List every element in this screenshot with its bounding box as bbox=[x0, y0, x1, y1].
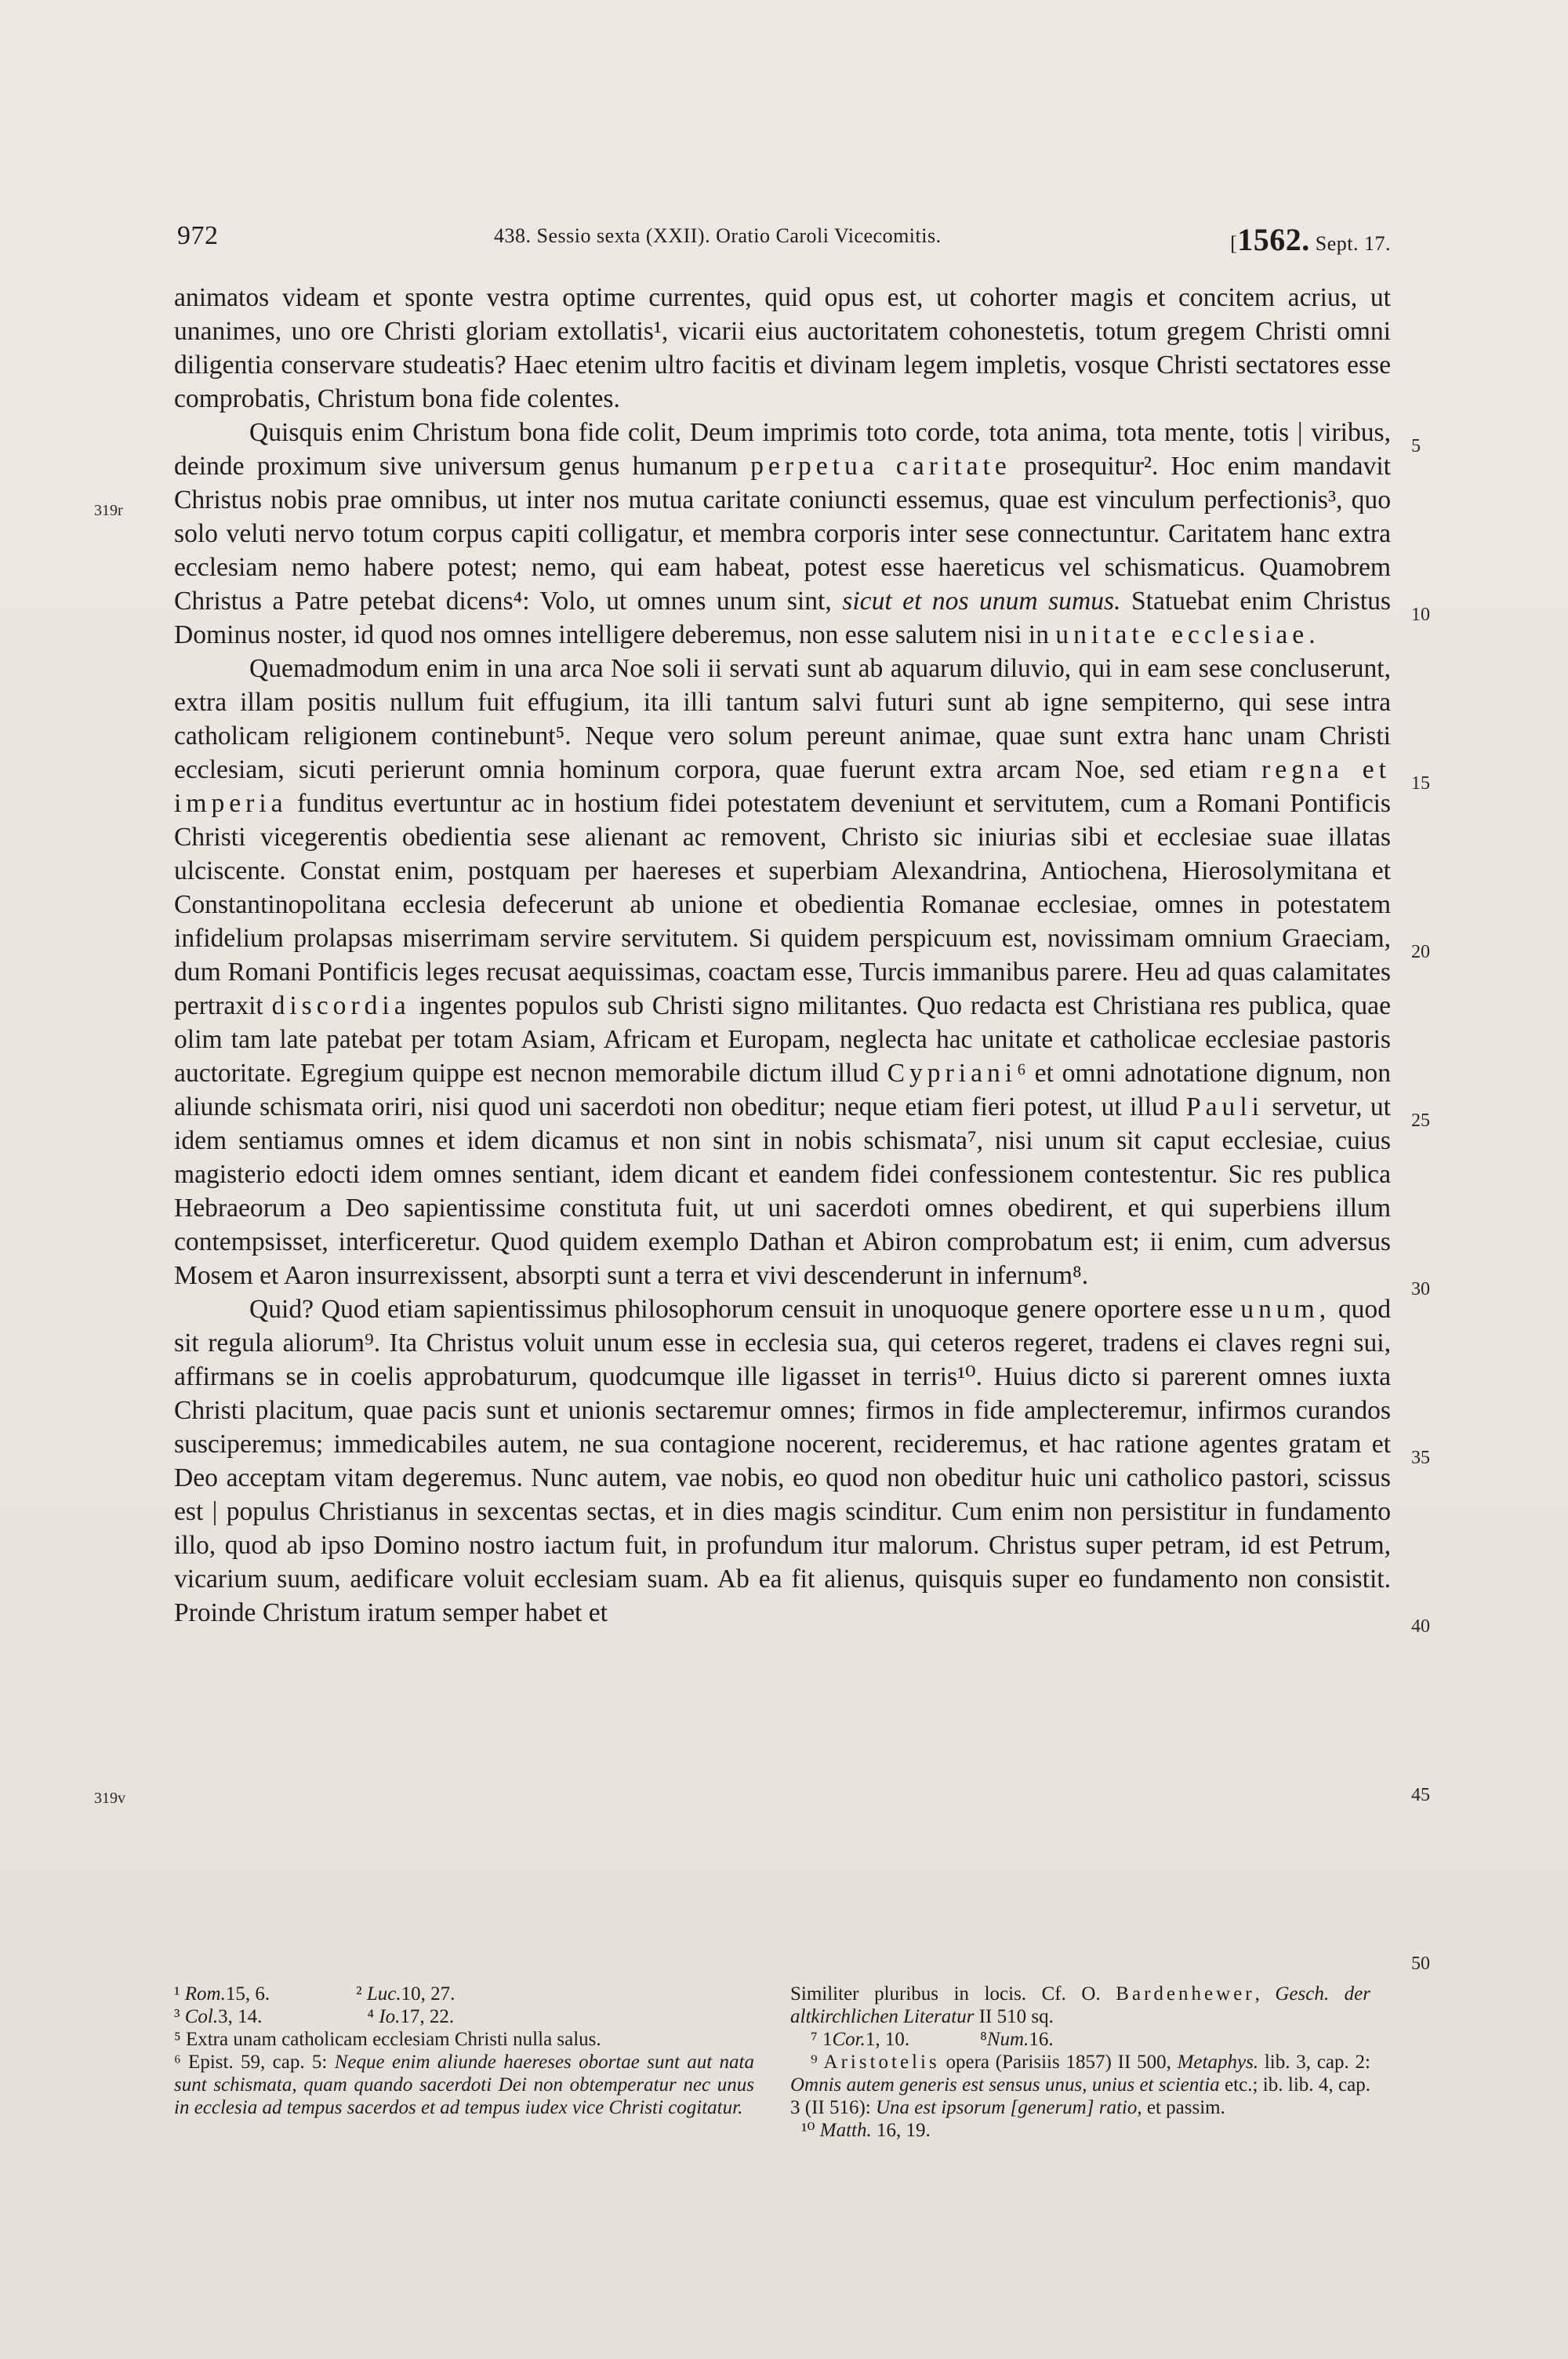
footnote-title: Metaphys. bbox=[1177, 2052, 1259, 2073]
footnote-number: ¹ bbox=[174, 1983, 180, 2005]
line-number: 25 bbox=[1411, 1110, 1430, 1131]
footnote-text: opera (Parisiis 1857) II 500, bbox=[939, 2052, 1178, 2073]
header-date bbox=[1230, 221, 1391, 258]
text-run: Quemadmodum enim in una arca Noe soli ii servati sunt ab aquarum diluvio, qui in eam sese concluserunt, extra illam positis nullum fuit effugium, ita illi tantum salvi futuri sunt ab igne sempiterno, qui sese intra catholicam religionem continebunt⁵. Neque vero solum pereunt animae, quae sunt extra hanc unam Christi ecclesiam, sicuti perierunt omnia hominum corpora, quae fuerunt extra arcam Noe, sed etiam bbox=[174, 654, 1391, 784]
footnote bbox=[356, 1983, 455, 2005]
footnote-loc: 10, 27. bbox=[401, 1983, 456, 2005]
text-run: prosequitur². Hoc enim mandavit Christus nobis prae omnibus, ut inter nos mutua caritate coniuncti essemus, quae est vinculum perfectionis³, quo solo veluti nervo totum corpus capiti colligatur, et membra corporis inter sese connectuntur. Caritatem hanc extra ecclesiam nemo habere potest; nemo, qui eam habeat, potest esse haereticus vel schismaticus. Quamobrem Christus a Patre petebat dicens⁴: Volo, ut omnes unum sint, bbox=[174, 452, 1391, 616]
date-bracket: [ bbox=[1230, 232, 1238, 255]
footnote-loc: 16, 19. bbox=[871, 2120, 931, 2141]
line-number: 5 bbox=[1411, 436, 1421, 456]
footnote bbox=[980, 2028, 1053, 2051]
footnote-text: ⁹ bbox=[811, 2052, 824, 2073]
text-run: ⁶ et omni adnotatione dignum, non aliunde schismata oriri, nisi quod uni sacerdoti non obeditur; neque etiam fieri potest, ut illud bbox=[174, 1059, 1391, 1121]
footnote bbox=[811, 2028, 909, 2051]
footnote-text: et passim. bbox=[1142, 2097, 1225, 2118]
paragraph bbox=[174, 416, 1391, 652]
line-number: 30 bbox=[1411, 1279, 1430, 1299]
text-run: ingentes populos sub Christi signo militantes. Quo redacta est Christiana res publica, quae olim tam late patebat per totam Asiam, Africam et Europam, neglecta hac unitate et catholicae ecclesiae pastoris auctoritate. Egregium quippe est necnon memorabile dictum illud bbox=[174, 991, 1391, 1088]
running-title: 438. Sessio sexta (XXII). Oratio Caroli Vicecomitis. bbox=[494, 224, 942, 247]
footnote bbox=[174, 2051, 754, 2119]
footnote-row bbox=[174, 1983, 754, 2005]
text-run: Quisquis enim Christum bona fide colit, Deum imprimis toto corde, tota anima, tota mente, totis | viribus, deinde proximum sive universum genus humanum bbox=[174, 418, 1391, 481]
spaced-emphasis: regna et imperia bbox=[174, 755, 1391, 818]
footnote-text: lib. 3, cap. 2: bbox=[1258, 2052, 1370, 2073]
footnote-loc: 1, 10. bbox=[865, 2029, 910, 2050]
footnote-number: ⁴ bbox=[367, 2006, 375, 2027]
footnote: ⁵ Extra unam catholicam ecclesiam Christi nulla salus. bbox=[174, 2029, 601, 2050]
footnotes bbox=[174, 1983, 1391, 2218]
spaced-emphasis: perpetua caritate bbox=[750, 452, 1011, 481]
footnote-text: etc.; ib. lib. 4, cap. 3 (II 516): bbox=[790, 2074, 1370, 2118]
footnote-ref: Col. bbox=[184, 2006, 219, 2027]
footnote bbox=[790, 1983, 1370, 2028]
footnote-number: ³ bbox=[174, 2006, 180, 2027]
footnote-quote: Una est ipsorum [generum] ratio, bbox=[876, 2097, 1142, 2118]
page-number: 972 bbox=[177, 221, 219, 250]
spaced-emphasis: unum, bbox=[1240, 1295, 1331, 1324]
footnote-title: Gesch. der altkirchlichen Literatur bbox=[790, 1983, 1370, 2027]
line-number: 45 bbox=[1411, 1785, 1430, 1805]
spaced-name: Aristotelis bbox=[823, 2052, 940, 2073]
footnote-loc: 15, 6. bbox=[225, 1983, 270, 2005]
footnote-text: , bbox=[1254, 1983, 1276, 2005]
spaced-name: Bardenhewer bbox=[1116, 1983, 1255, 2005]
footnote-loc: 17, 22. bbox=[400, 2006, 455, 2027]
footnote bbox=[790, 2119, 1370, 2142]
spaced-emphasis: Cypriani bbox=[887, 1059, 1018, 1088]
footnote-ref: Io. bbox=[379, 2006, 401, 2027]
footnote-row bbox=[790, 2028, 1370, 2051]
line-number: 50 bbox=[1411, 1954, 1430, 1974]
footnote-text: ¹⁰ bbox=[801, 2120, 820, 2141]
footnote-text: ⁶ Epist. 59, cap. 5: bbox=[174, 2052, 335, 2073]
footnote-quote: Omnis autem generis est sensus unus, unius et scientia bbox=[790, 2074, 1220, 2095]
footnote bbox=[367, 2005, 454, 2028]
footnote bbox=[174, 1983, 270, 2005]
margin-folio-ref: 319r bbox=[94, 502, 123, 519]
spaced-emphasis: discordia bbox=[271, 991, 411, 1020]
header-year: 1562. bbox=[1237, 222, 1310, 257]
paragraph bbox=[174, 652, 1391, 1292]
footnote-loc: 16. bbox=[1029, 2029, 1054, 2050]
margin-folio-ref: 319v bbox=[94, 1790, 125, 1807]
line-number: 20 bbox=[1411, 942, 1430, 962]
text-run: quod sit regula aliorum⁹. Ita Christus voluit unum esse in ecclesia sua, qui ceteros regeret, tradens ei claves regni sui, affirmans se in coelis approbaturum, quodcumque ille ligasset in terris¹⁰. Huius dicto si parerent omnes iuxta Christi placitum, quae pacis sunt et unionis sectaremur omnes; firmos in fide amplecteremur, infirmos curandos susciperemus; immedicabiles autem, ne sua contagione nocerent, recideremus, et hac ratione agentes gratam et Deo acceptam vitam degeremus. Nunc autem, vae nobis, eo quod non obeditur huic uni catholico pastori, scissus est | populus Christianus in sexcentas sectas, et in dies magis scinditur. Cum enim non persistitur in fundamento illo, quod ab ipso Domino nostro iactum fuit, in profundum itur malorum. Christus super petram, id est Petrum, vicarium suum, aedificare voluit ecclesiam suam. Ab ea fit alienus, quisquis super eo fundamento non consistit. Proinde Christum iratum semper habet et bbox=[174, 1295, 1391, 1627]
footnote-column-right bbox=[790, 1983, 1370, 2142]
line-number: 10 bbox=[1411, 605, 1430, 625]
running-header bbox=[177, 221, 1391, 257]
footnote-ref: Cor. bbox=[832, 2029, 866, 2050]
line-number: 40 bbox=[1411, 1616, 1430, 1637]
line-number: 15 bbox=[1411, 773, 1430, 794]
text-run: Statuebat enim Christus Dominus noster, id quod nos omnes intelligere deberemus, non esse salutem nisi in bbox=[174, 587, 1391, 649]
footnote-number: ² bbox=[356, 1983, 362, 2005]
footnote-column-left bbox=[174, 1983, 754, 2119]
footnote-ref: Num. bbox=[986, 2029, 1029, 2050]
spaced-emphasis: unitate ecclesiae. bbox=[1055, 620, 1320, 649]
footnote-text: Similiter pluribus in locis. Cf. O. bbox=[790, 1983, 1116, 2005]
footnote bbox=[790, 2051, 1370, 2119]
footnote bbox=[174, 2005, 262, 2028]
text-run: Quid? Quod etiam sapientissimus philosophorum censuit in unoquoque genere oportere esse bbox=[249, 1295, 1241, 1324]
footnote-ref: Luc. bbox=[366, 1983, 401, 2005]
footnote-text: ⁷ 1 bbox=[811, 2029, 833, 2050]
main-text bbox=[174, 281, 1391, 1630]
text-run: servetur, ut idem sentiamus omnes et idem dicamus et non sint in nobis schismata⁷, nisi unum sit caput ecclesiae, cuius magisterio edocti idem omnes sentiant, idem dicant et eandem fidei confessionem contestentur. Sic res publica Hebraeorum a Deo sapientissime constituta fuit, ut uni sacerdoti omnes obedirent, et qui superbiens illum contempsisset, interficeretur. Quod quidem exemplo Dathan et Abiron comprobatum est; ii enim, cum adversus Mosem et Aaron insurrexissent, absorpti sunt a terra et vivi descenderunt in infernum⁸. bbox=[174, 1092, 1391, 1290]
footnote-loc: 3, 14. bbox=[218, 2006, 263, 2027]
footnote-ref: Matth. bbox=[819, 2120, 872, 2141]
italic-quote: sicut et nos unum sumus. bbox=[842, 587, 1121, 616]
footnote-text: ⁸ bbox=[980, 2029, 987, 2050]
line-number: 35 bbox=[1411, 1448, 1430, 1468]
spaced-emphasis: Pauli bbox=[1185, 1092, 1264, 1121]
footnote-row bbox=[174, 2005, 754, 2028]
footnote-text: II 510 sq. bbox=[974, 2006, 1054, 2027]
footnote-ref: Rom. bbox=[184, 1983, 226, 2005]
text-run: funditus evertuntur ac in hostium fidei potestatem deveniunt et servitutem, cum a Romani Pontificis Christi vicegerentis obedientia sese alienant ac removent, Christo sic iniurias sibi et ecclesiae suae illatas ulciscente. Constat enim, postquam per haereses et superbiam Alexandrina, Antiochena, Hierosolymitana et Constantinopolitana ecclesia defecerunt ab unione et obedientia Romanae ecclesiae, omnes in potestatem infidelium prolapsas miserrimam servire servitutem. Si quidem perspicuum est, novissimam omnium Graeciam, dum Romani Pontificis leges recusat aequissimas, coactam esse, Turcis immanibus parere. Heu ad quas calamitates pertraxit bbox=[174, 789, 1391, 1020]
paragraph: animatos videam et sponte vestra optime currentes, quid opus est, ut cohorter magis et concitem acrius, ut unanimes, uno ore Christi gloriam extollatis¹, vicarii eius auctoritatem cohonestetis, totum gregem Christi omni diligentia conservare studeatis? Haec etenim ultro facitis et divinam legem impletis, vosque Christi sectatores esse comprobatis, Christum bona fide colentes. bbox=[174, 283, 1391, 413]
paragraph bbox=[174, 1292, 1391, 1630]
footnote-quote: Neque enim aliunde haereses obortae sunt aut nata sunt schismata, quam quando sacerdoti Dei non obtemperatur nec unus in ecclesia ad tempus sacerdos et ad tempus iudex vice Christi cogitatur. bbox=[174, 2052, 754, 2118]
header-date-rest: Sept. 17. bbox=[1315, 232, 1391, 255]
